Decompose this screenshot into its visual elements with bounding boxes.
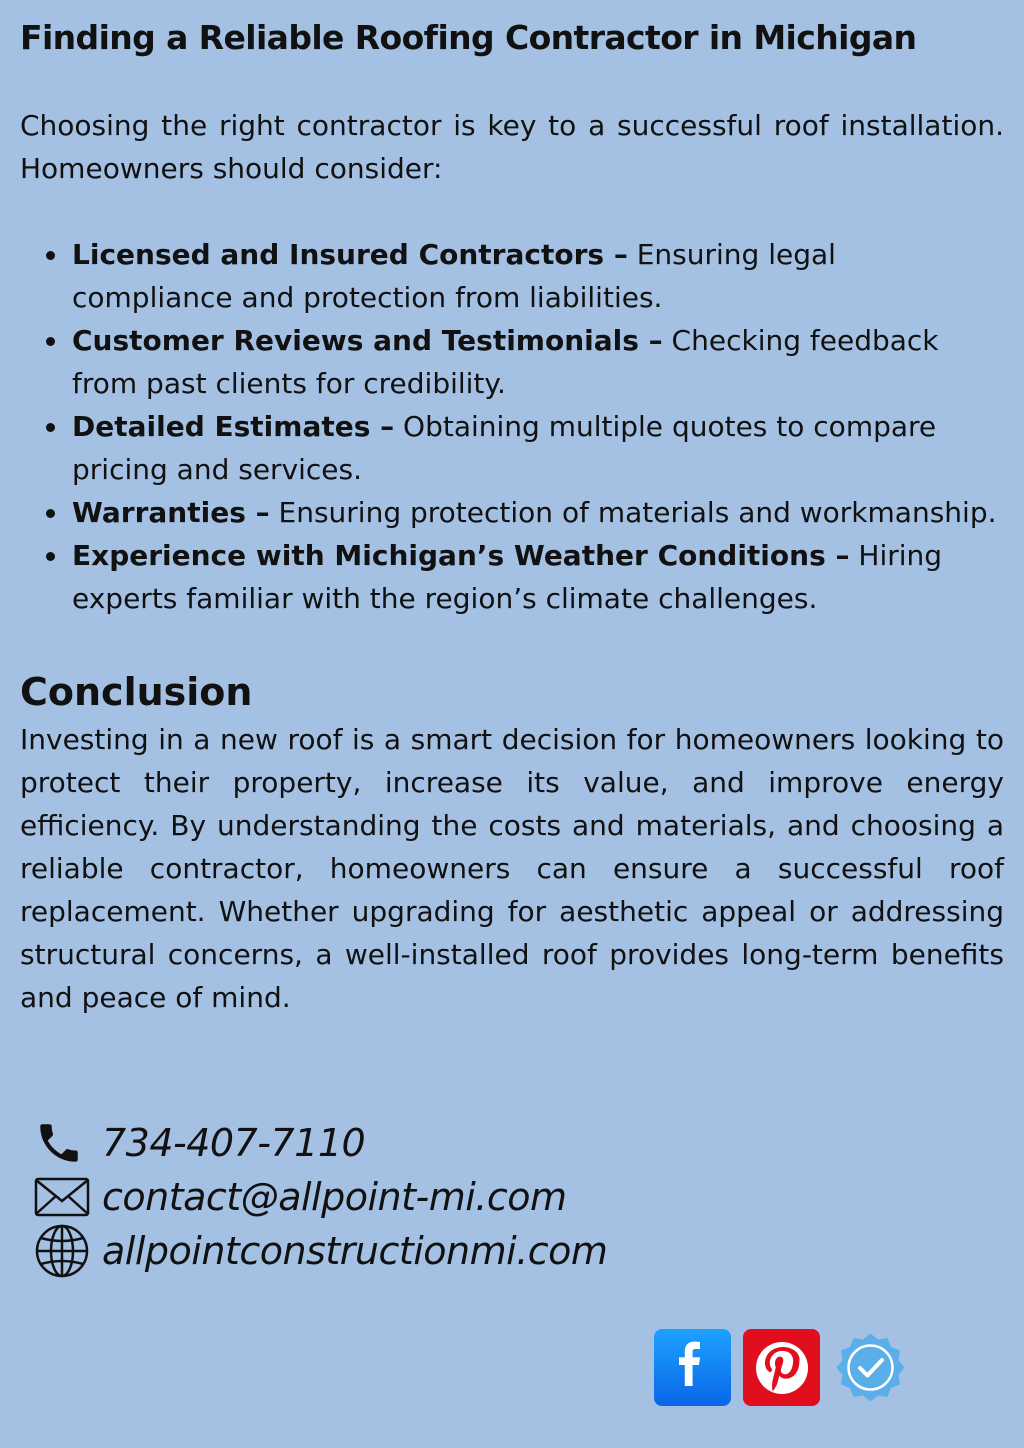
website-url[interactable]: allpointconstructionmi.com [102, 1229, 608, 1273]
bullet-icon [46, 423, 55, 432]
list-item-text: Checking feedback from past clients for credibility. [72, 324, 939, 400]
envelope-icon [34, 1170, 90, 1224]
list-item-heading: Licensed and Insured Contractors – [72, 238, 628, 271]
list-item [72, 405, 1004, 491]
pinterest-icon[interactable] [743, 1329, 820, 1406]
list-item-heading: Detailed Estimates – [72, 410, 395, 443]
intro-paragraph: Choosing the right contractor is key to a successful roof installation. Homeowners should consider: [20, 109, 1004, 185]
list-item [72, 233, 1004, 319]
verified-badge-icon[interactable] [832, 1329, 909, 1406]
bullet-icon [46, 337, 55, 346]
conclusion-heading: Conclusion [20, 670, 253, 714]
list-item [72, 534, 1004, 620]
email-address[interactable]: contact@allpoint-mi.com [102, 1175, 567, 1219]
list-item-heading: Warranties – [72, 496, 270, 529]
page-title: Finding a Reliable Roofing Contractor in Michigan [20, 18, 917, 57]
list-item-heading: Customer Reviews and Testimonials – [72, 324, 663, 357]
globe-icon [34, 1224, 90, 1278]
list-item [72, 491, 1004, 534]
bullet-icon [46, 251, 55, 260]
email-row[interactable] [34, 1170, 607, 1224]
list-item-text: Obtaining multiple quotes to compare pricing and services. [72, 410, 937, 486]
list-item-text: Ensuring protection of materials and workmanship. [269, 496, 997, 529]
website-row[interactable] [34, 1224, 607, 1278]
document-page [20, 16, 1004, 1019]
social-links [654, 1329, 909, 1406]
facebook-icon[interactable] [654, 1329, 731, 1406]
contact-block [34, 1116, 607, 1278]
list-item-heading: Experience with Michigan’s Weather Conditions – [72, 539, 850, 572]
phone-icon [34, 1116, 90, 1170]
list-item-text: Ensuring legal compliance and protection from liabilities. [72, 238, 836, 314]
considerations-list [20, 233, 1004, 620]
bullet-icon [46, 552, 55, 561]
bullet-icon [46, 509, 55, 518]
list-item [72, 319, 1004, 405]
phone-number[interactable]: 734-407-7110 [102, 1121, 366, 1165]
conclusion-paragraph: Investing in a new roof is a smart decision for homeowners looking to protect their property, increase its value, and improve energy efficiency. By understanding the costs and materials, and choosing a reliable contractor, homeowners can ensure a successful roof replacement. Whether upgrading for aesthetic appeal or addressing structural concerns, a well-installed roof provides long-term benefits and peace of mind. [20, 723, 1004, 1014]
phone-row[interactable] [34, 1116, 607, 1170]
list-item-text: Hiring experts familiar with the region’s climate challenges. [72, 539, 943, 615]
